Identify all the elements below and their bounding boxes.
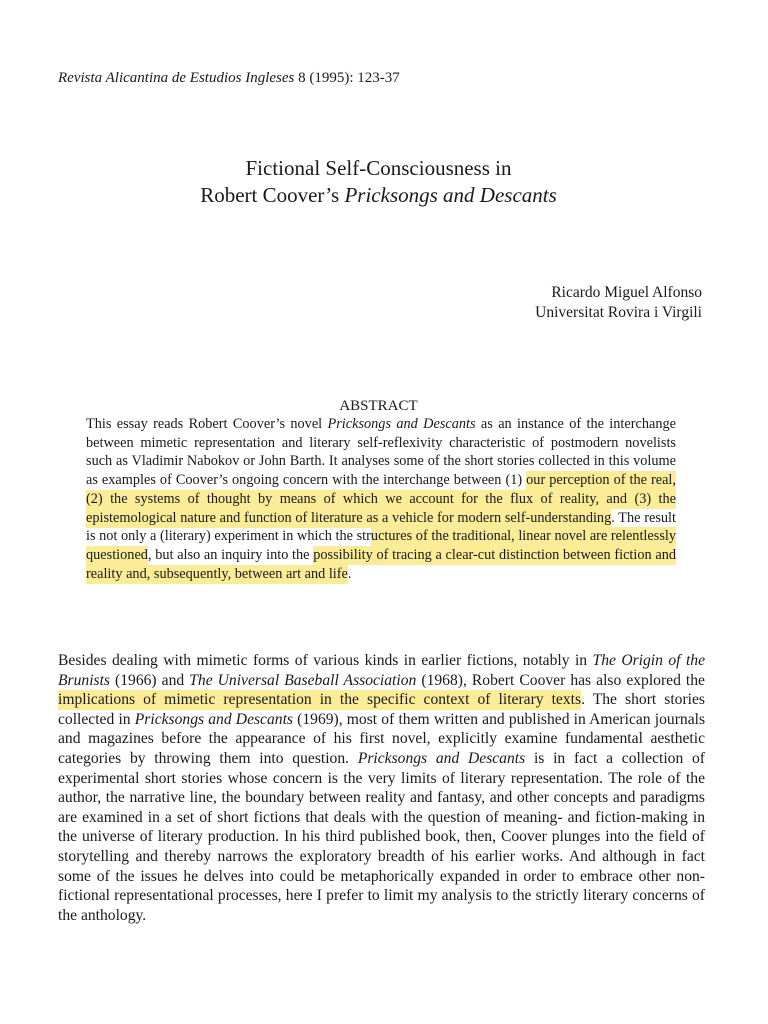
author-affiliation: Universitat Rovira i Virgili [535,303,702,321]
body-book-title: Pricksongs and Descants [134,710,293,728]
body-text-segment: (1969), most of them written and published in American journals and magazines before the appearance of his first novel, explicitly examine fundamental aesthetic categories by throwing them into question. [58,710,706,767]
body-text-segment: (1968), Robert Coover has also explored the [416,671,705,689]
author-block [535,283,702,322]
abstract-highlight: our perception of the real, (2) the systems of thought by means of which we account for the flux of reality, and (3) the epistemological nature and function of literature as a vehicle for modern self-understanding [86,472,676,526]
body-highlight: implications of mimetic representation in the specific context of literary texts [58,691,582,709]
article-title [0,155,757,209]
abstract-text-segment: as an instance of the interchange between mimetic representation and literary self-reflexivity characteristic of postmodern novelists such as Vladimir Nabokov or John Barth. It analyses some of the short stories collected in this volume as examples of Coover’s ongoing concern with the interchange between (1) [86,416,676,489]
body-book-title: Pricksongs and Descants [357,749,526,767]
abstract-text [86,415,676,583]
abstract-book-title: Pricksongs and Descants [327,416,476,432]
title-line-2 [0,182,757,209]
abstract-highlight: uctures of the traditional, linear novel are relentlessly questioned [86,528,676,563]
title-line-1: Fictional Self-Consciousness in [245,156,512,180]
body-text-segment: is in fact a collection of experimental short stories whose concern is the very limits of literary representation. The role of the author, the narrative line, the boundary between reality and fantasy, and other concepts and paradigms are examined in a set of short fictions that deals with the question of meaning- and fiction-making in the universe of literary production. In his third published book, then, Coover plunges into the field of storytelling and thereby narrows the exploratory breadth of his earlier works. And although in fact some of the issues he delves into could be metaphorically expanded in order to embrace other non-fictional representational processes, here I prefer to limit my analysis to the strictly literary concerns of the anthology. [58,749,706,924]
body-book-title: The Universal Baseball Association [189,671,417,689]
body-text-segment: Besides dealing with mimetic forms of various kinds in earlier fictions, notably in [58,652,593,669]
title-book-name: Pricksongs and Descants [344,183,557,207]
abstract-heading: ABSTRACT [339,398,418,414]
title-line-2-prefix: Robert Coover’s [200,183,345,207]
journal-citation [58,69,400,87]
journal-volume-pages: 8 (1995): 123-37 [294,70,400,86]
author-name: Ricardo Miguel Alfonso [551,284,702,301]
abstract-highlight: possibility of tracing a clear-cut distinction between fiction and reality and, subsequently, between art and life [86,546,676,582]
abstract-text-segment: . The result is not only a (literary) experiment in which the str [86,509,676,545]
abstract-text-segment: . [347,565,352,582]
abstract-text-segment: This essay reads Robert Coover’s novel [86,416,328,432]
abstract-text-segment: , but also an inquiry into the [147,546,314,563]
body-book-title: The Origin of the Brunists [58,652,705,689]
body-paragraph [58,651,705,925]
body-text-segment: . The short stories collected in [58,691,705,728]
body-text-segment: (1966) and [110,671,190,689]
journal-name: Revista Alicantina de Estudios Ingleses [58,70,295,86]
